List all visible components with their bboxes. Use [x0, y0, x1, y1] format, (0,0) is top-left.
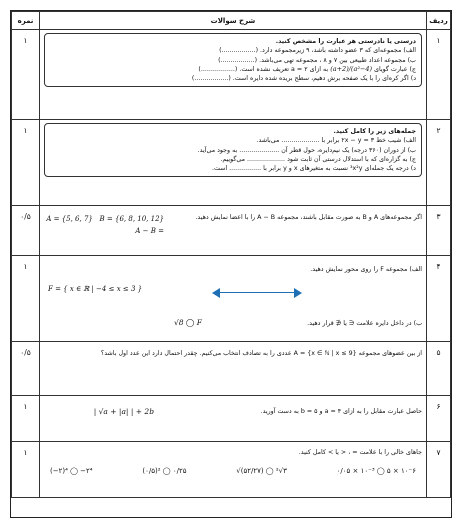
- question-body: [40, 206, 427, 256]
- part-b-text: ب) در داخل دایره علامت ∈ یا ∉ قرار دهید.: [307, 320, 422, 327]
- question-text: حاصل عبارت مقابل را به ازای ۴ = a و ۵ = b به دست آورید.: [260, 408, 422, 415]
- question-number: ۶: [427, 396, 451, 442]
- question-body: [40, 30, 427, 120]
- comparison-4[interactable]: ۰/۰۵ × ۱۰⁻³ ◯ ۵ × ۱۰⁻۶: [336, 467, 416, 476]
- question-content: [44, 259, 422, 337]
- header-radif: ردیف: [427, 12, 451, 30]
- question-body: [40, 396, 427, 442]
- question-row-1: [12, 30, 451, 120]
- number-line-right-arrow: [294, 288, 302, 298]
- statement-d: د) اگر کره‌ای را با یک صفحه برش دهیم، سطح بریده شده دایره است. (.................): [191, 75, 416, 83]
- header-sharh: شرح سوالات: [40, 12, 427, 30]
- set-f-formula: [48, 285, 142, 294]
- question-row-5: [12, 342, 451, 396]
- question-score: ۱: [12, 442, 40, 498]
- question-title: جمله‌های زیر را کامل کنید.: [333, 128, 416, 135]
- exam-sheet: [10, 10, 452, 518]
- question-content: [44, 399, 422, 416]
- question-row-2: [12, 120, 451, 206]
- comparison-1[interactable]: (−۲)⁴ ◯ −۲⁴: [50, 467, 93, 476]
- question-score: ۱: [12, 120, 40, 206]
- number-line-left-arrow: [212, 288, 220, 298]
- number-line-axis: [218, 292, 296, 293]
- statement-a: الف) مجموعه‌ای که ۳ عضو داشته باشد، ۹ زیرمجموعه دارد. (.................): [219, 47, 416, 55]
- set-difference: A − B =: [135, 227, 164, 235]
- absolute-value-expression: | √a + |a| | + 2b: [93, 407, 154, 416]
- set-f-definition: F = { x ∈ ℝ | −4 ≤ x ≤ 3 }: [48, 285, 143, 293]
- question-title: درستی یا نادرستی هر عبارت را مشخص کنید.: [275, 38, 416, 45]
- membership-blank[interactable]: √8 ◯ F: [174, 318, 202, 327]
- blank-b: ب) از دوران (۳۶۰ درجه) یک نیم‌دایره، حول قطر آن .................... به وجود می‌آید.: [197, 146, 416, 154]
- statement-c-post: به ازای ۲ = a تعریف نشده است. (.................): [198, 65, 329, 73]
- question-score: ۰/۵: [12, 342, 40, 396]
- question-text: جاهای خالی را با علامت = ، < یا > کامل کنید.: [298, 449, 422, 456]
- statement-c-pre: ج) عبارت گویای: [374, 65, 416, 73]
- question-body: [40, 442, 427, 498]
- set-a-b-line: [44, 213, 164, 225]
- header-row: [12, 12, 451, 30]
- set-a: A = {5, 6, 7}: [46, 215, 93, 223]
- part-a-text: الف) مجموعه F را روی محور نمایش دهید.: [310, 266, 422, 273]
- exam-table: [11, 11, 451, 498]
- question-body: [40, 342, 427, 396]
- comparison-2[interactable]: (۰/۵)² ◯ ۰/۲۵: [142, 467, 187, 476]
- question-score: ۰/۵: [12, 206, 40, 256]
- rational-expression: (a+2)/(a²−4): [330, 64, 373, 73]
- header-nomreh: نمره: [12, 12, 40, 30]
- question-number: ۴: [427, 256, 451, 342]
- question-number: ۱: [427, 30, 451, 120]
- comparison-3[interactable]: √(۵۲/۲۷) ◯ ²√۳: [236, 467, 287, 476]
- blank-d: د) درجه یک جمله‌ای ³x²y نسبت به متغیرهای x و y برابر با ................ است.: [211, 165, 416, 173]
- question-score: ۱: [12, 396, 40, 442]
- question-body: [40, 120, 427, 206]
- question-score: ۱: [12, 30, 40, 120]
- question-content: [44, 209, 422, 237]
- question-box: [44, 123, 422, 177]
- question-row-4: [12, 256, 451, 342]
- question-number: ۲: [427, 120, 451, 206]
- question-number: ۳: [427, 206, 451, 256]
- question-score: ۱: [12, 256, 40, 342]
- set-definitions: [44, 209, 164, 237]
- blank-a: الف) شیب خط ۳ = ۲x − y برابر با ................... می‌باشد.: [256, 137, 416, 145]
- set-b: B = {6, 8, 10, 12}: [99, 215, 164, 223]
- question-row-3: [12, 206, 451, 256]
- statement-b: ب) مجموعه اعداد طبیعی بین ۷ و ۸ ، مجموعه تهی می‌باشد. (.................): [218, 56, 416, 64]
- question-row-7: [12, 442, 451, 498]
- question-text: اگر مجموعه‌های A و B به صورت مقابل باشند، مجموعه A − B را با اعضا نمایش دهید.: [195, 214, 422, 221]
- question-row-6: [12, 396, 451, 442]
- question-body: [40, 256, 427, 342]
- question-number: ۷: [427, 442, 451, 498]
- number-line[interactable]: [212, 288, 302, 298]
- question-text: از بین عضوهای مجموعه {x ∈ ℕ | x ≤ 9} = A عددی را به تصادف انتخاب می‌کنیم. چقدر احتمال دارد این عدد اول باشد؟: [100, 350, 422, 357]
- statement-c: [50, 65, 416, 74]
- comparison-items: [44, 467, 422, 476]
- question-number: ۵: [427, 342, 451, 396]
- question-content: [44, 445, 422, 477]
- question-box: [44, 33, 422, 87]
- blank-c: ج) به گزاره‌ای که با استدلال درستی آن ثابت شود ................... می‌گوییم.: [220, 155, 416, 163]
